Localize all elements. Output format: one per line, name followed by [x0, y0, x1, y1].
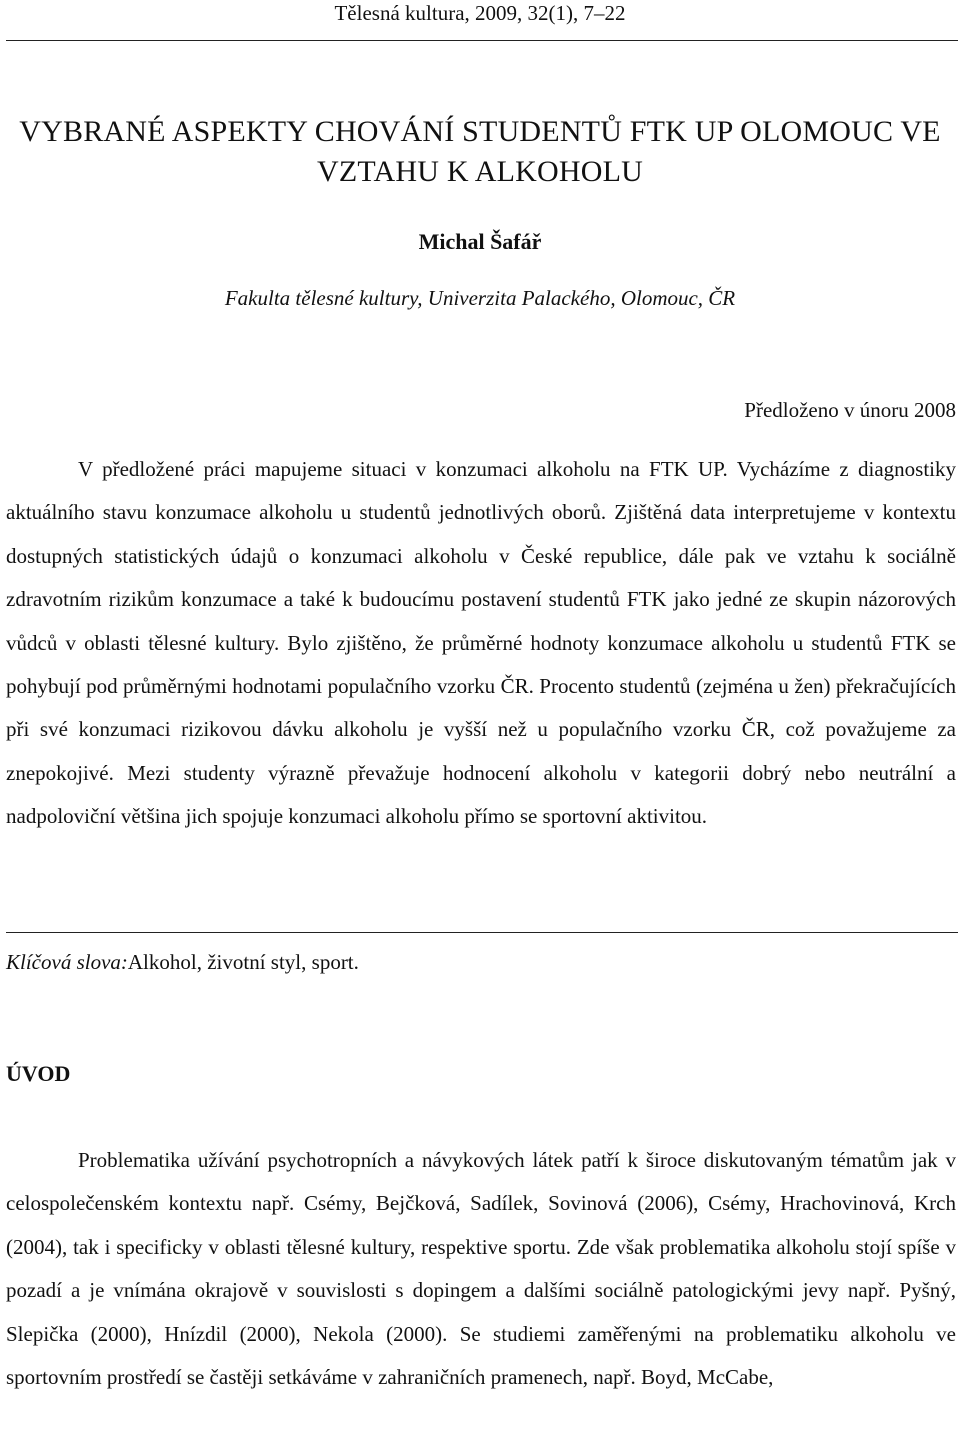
- abstract-divider: [6, 932, 958, 933]
- submission-date: Předloženo v únoru 2008: [744, 398, 956, 422]
- author-name: Michal Šafář: [418, 229, 542, 254]
- section-heading-introduction: ÚVOD: [6, 1061, 71, 1086]
- keywords-label: Klíčová slova:: [6, 950, 128, 974]
- journal-citation: Tělesná kultura, 2009, 32(1), 7–22: [334, 1, 626, 25]
- article-title-line-2: VZTAHU K ALKOHOLU: [317, 155, 643, 188]
- keywords-line: [6, 948, 359, 976]
- article-title-line-1: VYBRANÉ ASPEKTY CHOVÁNÍ STUDENTŮ FTK UP OLOMOUC VE: [19, 115, 941, 148]
- abstract-paragraph: V předložené práci mapujeme situaci v konzumaci alkoholu na FTK UP. Vycházíme z diagnostiky aktuálního stavu konzumace alkoholu u studentů jednotlivých oborů. Zjištěná data interpretujeme v kontextu dostupných statistických údajů o konzumaci alkoholu v České republice, dále pak ve vztahu k sociálně zdravotním rizikům konzumace a také k budoucímu postavení studentů FTK jako jedné ze skupin názorových vůdců v oblasti tělesné kultury. Bylo zjištěno, že průměrné hodnoty konzumace alkoholu u studentů FTK se pohybují pod průměrnými hodnotami populačního vzorku ČR. Procento studentů (zejména u žen) překračujících při své konzumaci rizikovou dávku alkoholu je vyšší než u populačního vzorku ČR, což považujeme za znepokojivé. Mezi studenty výrazně převažuje hodnocení alkoholu v kategorii dobrý nebo neutrální a nadpoloviční většina jich spojuje konzumaci alkoholu přímo se sportovní aktivitou.: [6, 457, 956, 829]
- header-divider: [6, 40, 958, 41]
- author-affiliation: Fakulta tělesné kultury, Univerzita Palackého, Olomouc, ČR: [224, 286, 736, 310]
- introduction-paragraph: Problematika užívání psychotropních a návykových látek patří k široce diskutovaným tématům jak v celospolečenském kontextu např. Csémy, Bejčková, Sadílek, Sovinová (2006), Csémy, Hrachovinová, Krch (2004), tak i specificky v oblasti tělesné kultury, respektive sportu. Zde však problematika alkoholu stojí spíše v pozadí a je vnímána okrajově v souvislosti s dopingem a dalšími sociálně patologickými jevy např. Pyšný, Slepička (2000), Hnízdil (2000), Nekola (2000). Se studiemi zaměřenými na problematiku alkoholu ve sportovním prostředí se častěji setkáváme v zahraničních pramenech, např. Boyd, McCabe,: [6, 1148, 956, 1390]
- article-title: [0, 112, 960, 192]
- keywords-value: Alkohol, životní styl, sport.: [127, 950, 359, 974]
